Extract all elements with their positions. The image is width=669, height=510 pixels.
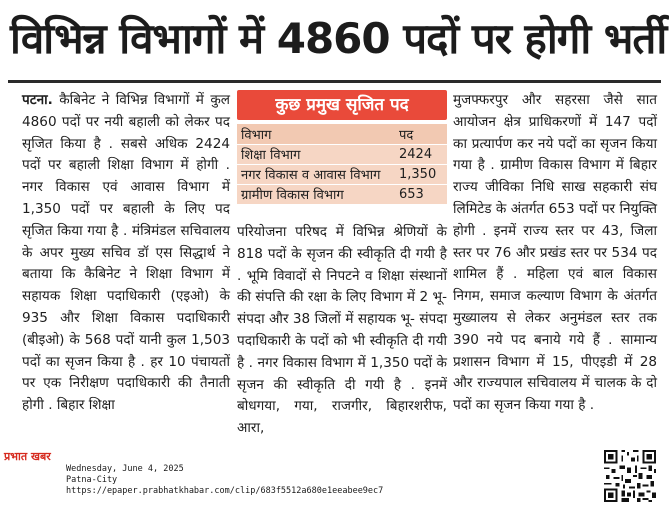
article-column-3 xyxy=(453,90,657,417)
article-column-1 xyxy=(22,90,230,417)
clip-meta xyxy=(66,464,383,497)
table-row xyxy=(237,184,447,204)
table-cell-posts: 653 xyxy=(395,184,447,204)
table-cell-posts: 1,350 xyxy=(395,164,447,184)
sidebar-box xyxy=(237,90,447,205)
column-1-text: कैबिनेट ने विभिन्न विभागों में कुल 4860 पदों पर नयी बहाली को लेकर पद सृजित किया है . सबसे अधिक 2424 पदों पर बहाली शिक्षा विभाग में होगी . नगर विकास एवं आवास विभाग में 1,350 पदों पर बहाली के लिए पद सृजित किया गया है . मंत्रिमंडल सचिवालय के अपर मुख्य सचिव डॉ एस सिद्धार्थ ने बताया कि कैबिनेट ने शिक्षा विभाग में सहायक शिक्षा पदाधिकारी (एइओ) के 935 और शिक्षा विकास पदाधिकारी (बीइओ) के 568 पदों यानी कुल 1,503 पदों का सृजन किया है . हर 10 पंचायतों पर एक निरीक्षण पदाधिकारी की तैनाती होगी . बिहार शिक्षा xyxy=(22,92,230,414)
newspaper-logo xyxy=(4,448,60,466)
column-3-text: मुजफ्फरपुर और सहरसा जैसे सात आयोजन क्षेत्र प्राधिकरणों में 147 पदों का प्रत्यार्पण कर नये पदों का सृजन किया गया है . ग्रामीण विकास विभाग में बिहार राज्य जीविका निधि साख सहकारी संघ लिमिटेड के अंतर्गत 653 पदों पर नियुक्ति होगी . इनमें राज्य स्तर पर 43, जिला स्तर पर 76 और प्रखंड स्तर पर 534 पद शामिल हैं . महिला एवं बाल विकास निगम, समाज कल्याण विभाग के अंतर्गत मुख्यालय से लेकर अनुमंडल स्तर तक 390 नये पद बनाये गये हैं . सामान्य प्रशासन विभाग में 15, पीएइडी में 28 और राज्यपाल सचिवालय में चालक के दो पदों का सृजन किया गया है . xyxy=(453,92,657,414)
table-cell-dept: नगर विकास व आवास विभाग xyxy=(237,164,395,184)
table-header-row xyxy=(237,124,447,144)
table-header-dept: विभाग xyxy=(237,124,395,144)
table-row xyxy=(237,144,447,164)
sidebar-title: कुछ प्रमुख सृजित पद xyxy=(237,90,447,120)
article-column-2 xyxy=(237,222,447,440)
clip-date: Wednesday, June 4, 2025 xyxy=(66,464,184,474)
qr-code-icon xyxy=(599,448,661,504)
footer xyxy=(0,448,669,510)
headline-rule xyxy=(8,80,661,83)
clip-url[interactable]: https://epaper.prabhatkhabar.com/clip/683f5512a680e1eeabee9ec7 xyxy=(66,486,384,496)
clip-edition: Patna-City xyxy=(66,475,118,485)
table-cell-dept: ग्रामीण विकास विभाग xyxy=(237,184,395,204)
headline: विभिन्न विभागों में 4860 पदों पर होगी भर्ती xyxy=(10,14,667,63)
column-2-text: परियोजना परिषद में विभिन्न श्रेणियों के 818 पदों के सृजन की स्वीकृति दी गयी है . भूमि विवादों से निपटने व शिक्षा संस्थानों की संपत्ति की रक्षा के लिए विभाग में 2 भू- संपदा और 38 जिलों में सहायक भू- संपदा पदाधिकारी के पदों को भी स्वीकृति दी गयी है . नगर विकास विभाग में 1,350 पदों के सृजन की स्वीकृति दी गयी है . इनमें बोधगया, गया, राजगीर, बिहारशरीफ, आरा, xyxy=(237,224,447,437)
table-header-posts: पद xyxy=(395,124,447,144)
table-cell-dept: शिक्षा विभाग xyxy=(237,144,395,164)
table-cell-posts: 2424 xyxy=(395,144,447,164)
dateline: पटना. xyxy=(22,92,53,108)
table-row xyxy=(237,164,447,184)
logo-text: प्रभात खबर xyxy=(4,450,51,463)
sidebar-table xyxy=(237,124,447,205)
